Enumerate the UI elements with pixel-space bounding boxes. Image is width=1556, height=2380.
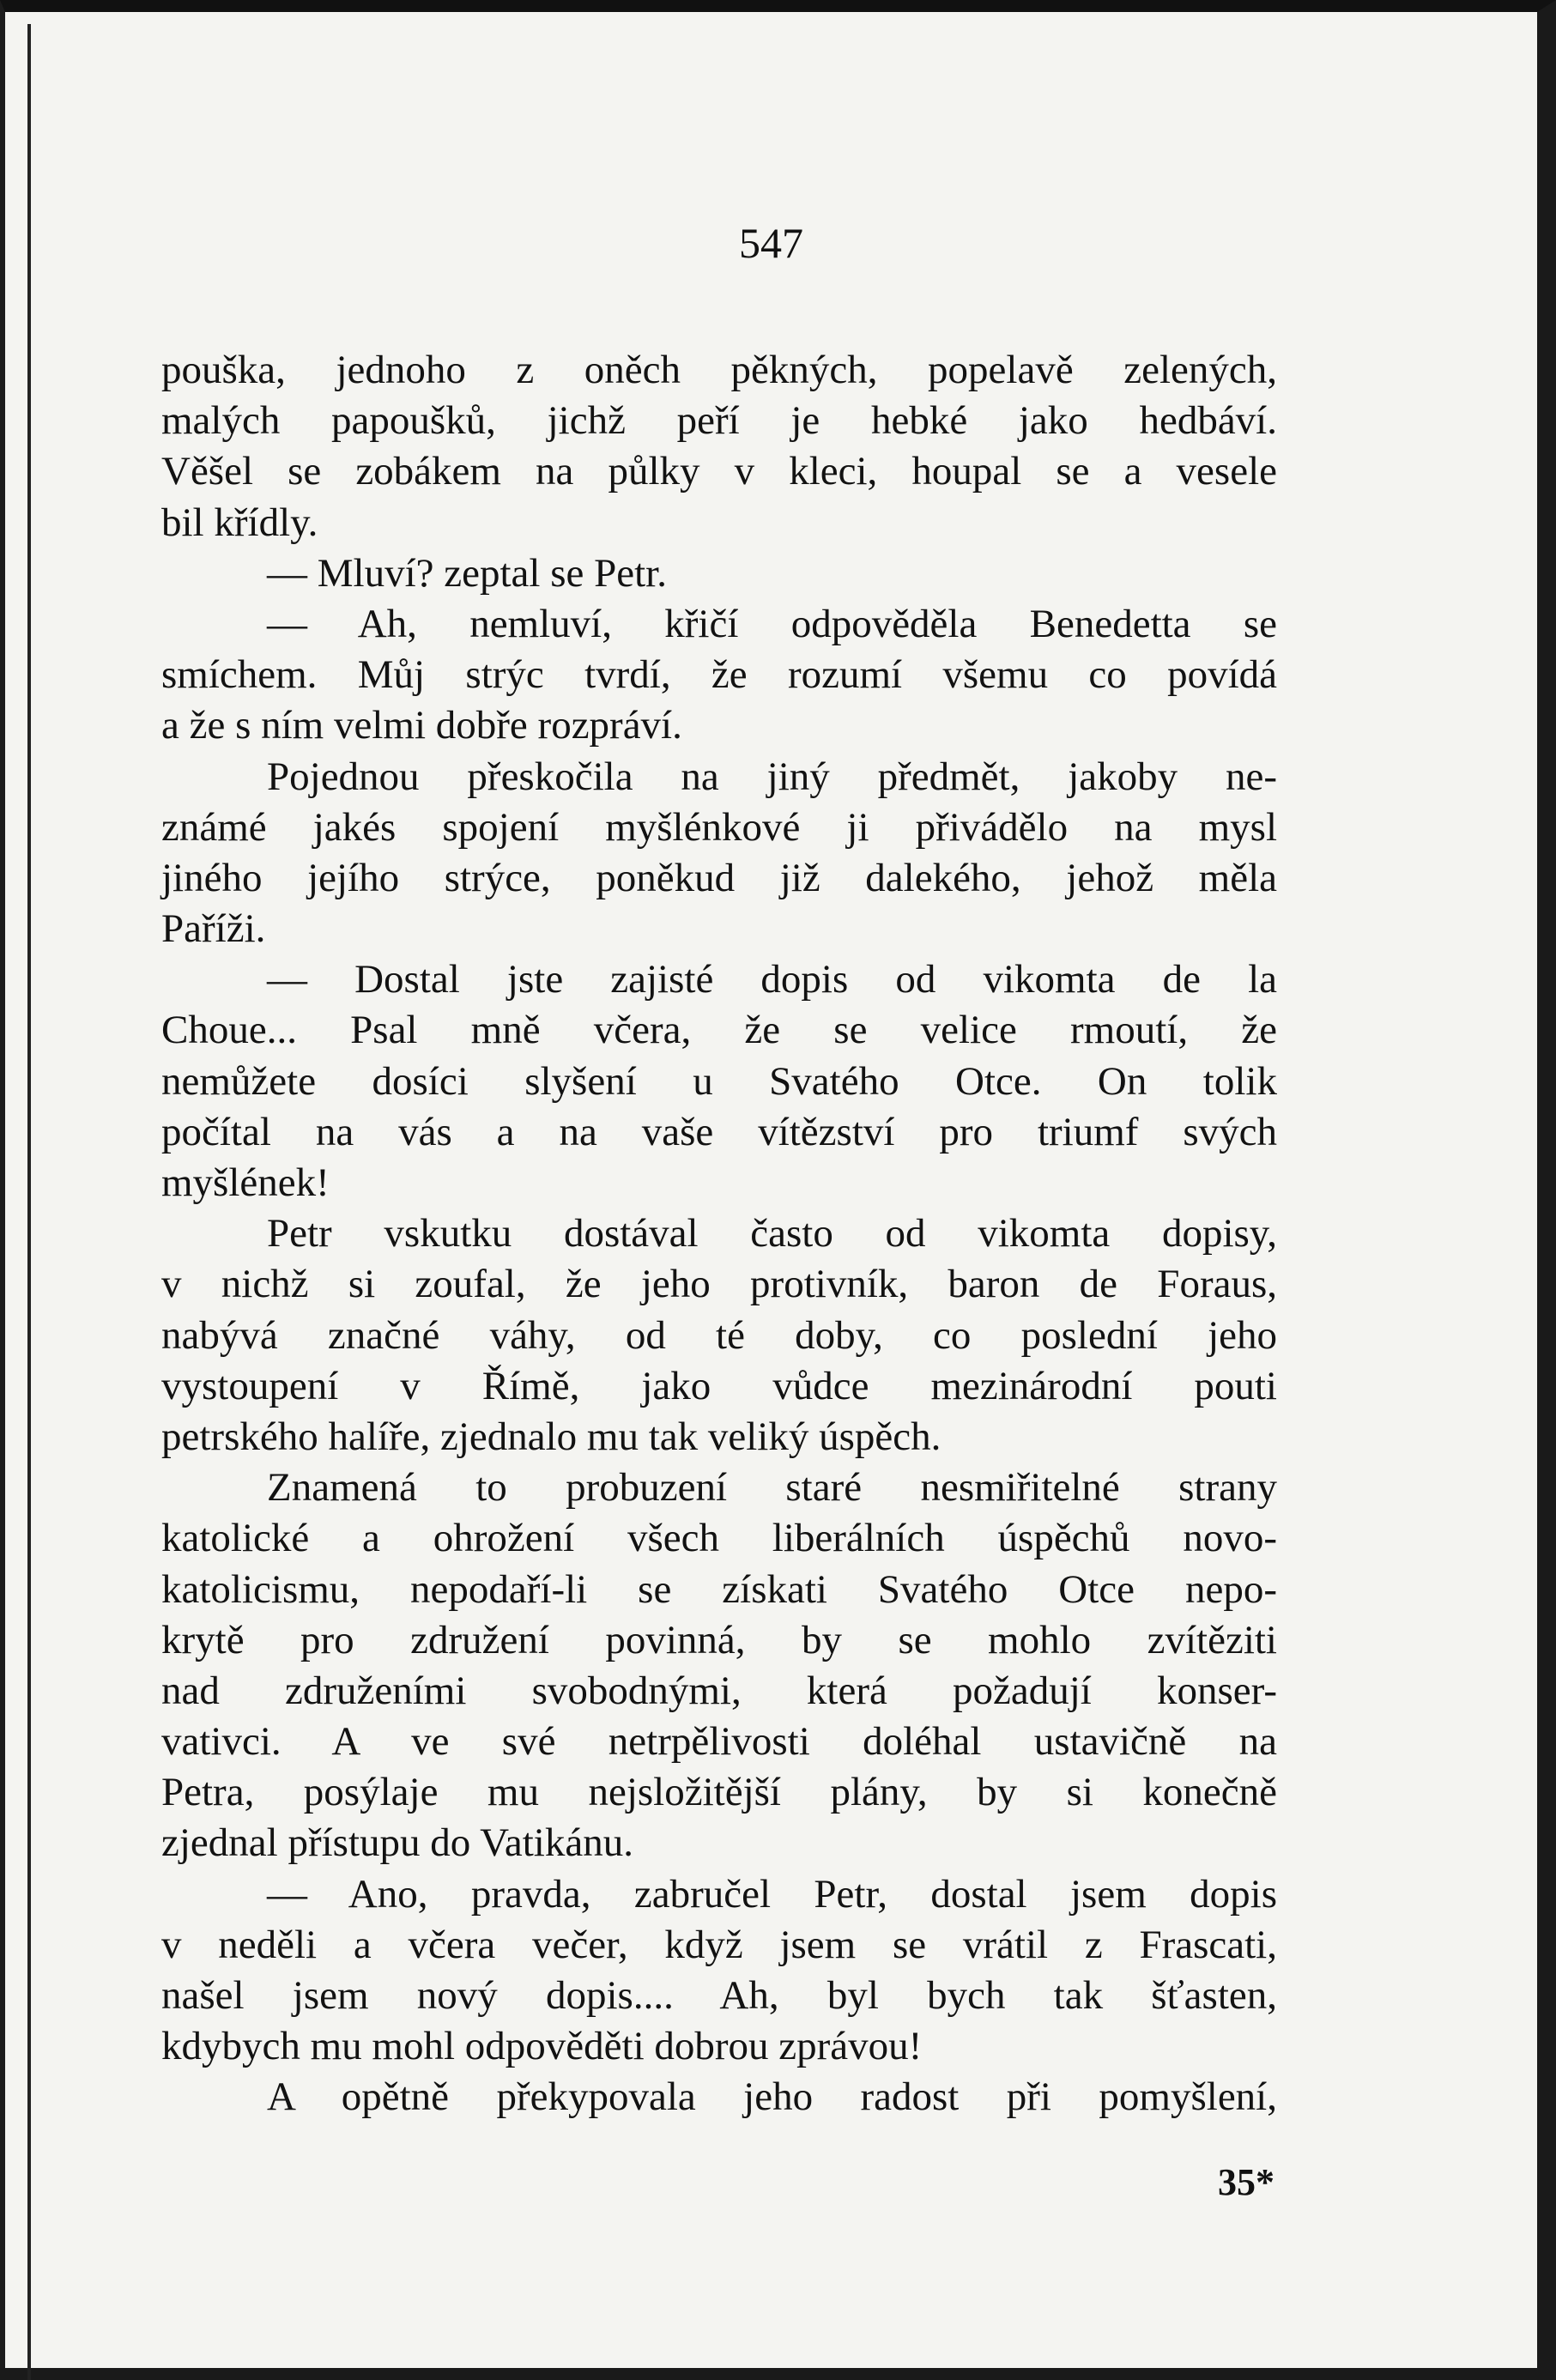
text-line: Paříži. [161,906,266,952]
text-line: známé jakés spojení myšlénkové ji přivádělo na mysl [161,804,1277,850]
text-line: — Dostal jste zajisté dopis od vikomta de la [267,957,1277,1002]
text-line: malých papoušků, jichž peří je hebké jako hedbáví. [161,398,1277,444]
text-line: katolické a ohrožení všech liberálních úspěchů novo- [161,1516,1277,1561]
text-line: a že s ním velmi dobře rozpráví. [161,703,682,748]
text-line: Věšel se zobákem na půlky v kleci, houpal se a vesele [161,449,1277,494]
text-line: pouška, jednoho z oněch pěkných, popelavě zelených, [161,348,1277,392]
text-line: jiného jejího strýce, poněkud již dalekého, jehož měla [161,855,1277,900]
page-edge-shadow [27,24,31,2380]
text-line: — Ah, nemluví, křičí odpověděla Benedetta se [267,601,1277,646]
text-line: — Ano, pravda, zabručel Petr, dostal jsem dopis [267,1871,1277,1917]
text-line: počítal na vás a na vaše vítězství pro triumf svých [161,1109,1277,1154]
text-line: zjednal přístupu do Vatikánu. [161,1820,633,1866]
text-line: nemůžete dosíci slyšení u Svatého Otce. On tolik [161,1058,1277,1104]
text-line: vativci. A ve své netrpělivosti doléhal ustavičně na [161,1719,1277,1765]
text-line: petrského halíře, zjednalo mu tak veliký úspěch. [161,1414,941,1459]
text-line: kdybych mu mohl odpověděti dobrou zprávou! [161,2024,923,2069]
text-line: Petr vskutku dostával často od vikomta dopisy, [267,1211,1277,1257]
body-text [161,345,1277,2123]
text-line: myšlének! [161,1160,330,1205]
text-line: A opětně překypovala jeho radost při pomyšlení, [267,2074,1277,2120]
text-line: v neděli a včera večer, když jsem se vrátil z Frascati, [161,1922,1277,1967]
text-line: v nichž si zoufal, že jeho protivník, baron de Foraus, [161,1262,1277,1307]
text-line: Choue... Psal mně včera, že se velice rmoutí, že [161,1008,1277,1053]
text-line: Znamená to probuzení staré nesmiřitelné strany [267,1465,1277,1511]
text-line: krytě pro združení povinná, by se mohlo zvítěziti [161,1617,1277,1662]
text-line: našel jsem nový dopis.... Ah, byl bych tak šťasten, [161,1973,1277,2018]
text-line: nabývá značné váhy, od té doby, co poslední jeho [161,1312,1277,1358]
text-line: bil křídly. [161,500,318,545]
signature-mark: 35* [1218,2161,1274,2203]
text-line: katolicismu, nepodaří-li se získati Svatého Otce nepo- [161,1566,1277,1612]
text-line: nad združeními svobodnými, která požadují konser- [161,1668,1277,1713]
text-line: Pojednou přeskočila na jiný předmět, jakoby ne- [267,754,1277,799]
text-line: smíchem. Můj strýc tvrdí, že rozumí všemu co povídá [161,652,1277,698]
text-line: vystoupení v Římě, jako vůdce mezinárodní pouti [161,1363,1277,1408]
text-line: Petra, posýlaje mu nejsložitější plány, by si konečně [161,1770,1277,1815]
text-line: — Mluví? zeptal se Petr. [267,550,667,596]
page-number: 547 [739,219,803,267]
